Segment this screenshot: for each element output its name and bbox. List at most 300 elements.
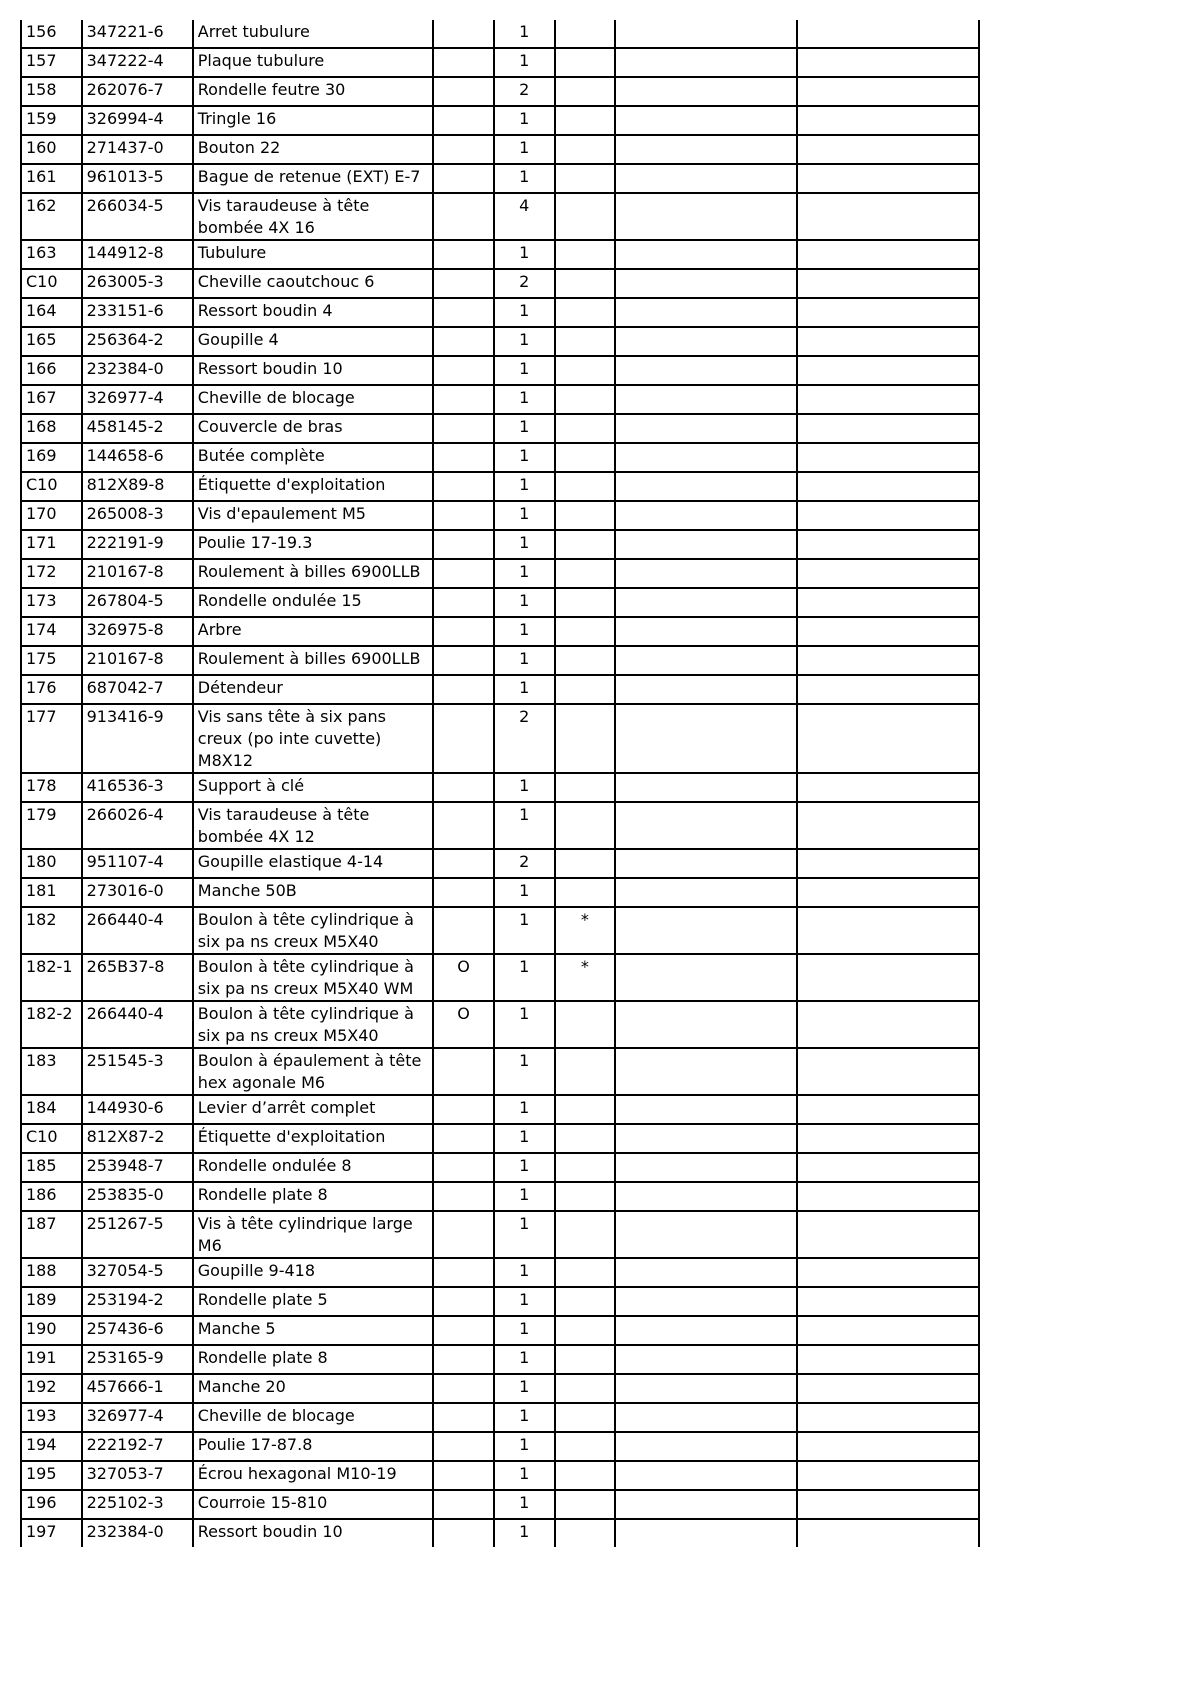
table-row bbox=[21, 1345, 979, 1374]
quantity-cell: 1 bbox=[494, 773, 555, 802]
option-cell bbox=[433, 907, 494, 954]
mark-cell bbox=[555, 559, 616, 588]
mark-cell bbox=[555, 773, 616, 802]
mark-cell bbox=[555, 443, 616, 472]
item-number-cell: 183 bbox=[21, 1048, 82, 1095]
note-cell-1 bbox=[615, 240, 797, 269]
description-cell: Cheville caoutchouc 6 bbox=[193, 269, 434, 298]
note-cell-1 bbox=[615, 802, 797, 849]
description-cell: Poulie 17-87.8 bbox=[193, 1432, 434, 1461]
note-cell-1 bbox=[615, 1490, 797, 1519]
note-cell-2 bbox=[797, 559, 979, 588]
option-cell bbox=[433, 1124, 494, 1153]
table-row bbox=[21, 269, 979, 298]
description-cell: Arbre bbox=[193, 617, 434, 646]
note-cell-2 bbox=[797, 414, 979, 443]
item-number-cell: 176 bbox=[21, 675, 82, 704]
table-row bbox=[21, 617, 979, 646]
option-cell bbox=[433, 356, 494, 385]
part-reference-cell: 812X87-2 bbox=[82, 1124, 193, 1153]
part-reference-cell: 266034-5 bbox=[82, 193, 193, 240]
description-cell: Cheville de blocage bbox=[193, 1403, 434, 1432]
note-cell-1 bbox=[615, 907, 797, 954]
quantity-cell: 4 bbox=[494, 193, 555, 240]
option-cell bbox=[433, 414, 494, 443]
quantity-cell: 1 bbox=[494, 20, 555, 48]
quantity-cell: 1 bbox=[494, 135, 555, 164]
mark-cell bbox=[555, 356, 616, 385]
item-number-cell: 156 bbox=[21, 20, 82, 48]
quantity-cell: 1 bbox=[494, 1048, 555, 1095]
description-cell: Étiquette d'exploitation bbox=[193, 472, 434, 501]
note-cell-1 bbox=[615, 1345, 797, 1374]
option-cell: O bbox=[433, 1001, 494, 1048]
item-number-cell: 186 bbox=[21, 1182, 82, 1211]
part-reference-cell: 687042-7 bbox=[82, 675, 193, 704]
description-cell: Manche 5 bbox=[193, 1316, 434, 1345]
option-cell bbox=[433, 1287, 494, 1316]
table-row bbox=[21, 414, 979, 443]
note-cell-2 bbox=[797, 298, 979, 327]
option-cell bbox=[433, 501, 494, 530]
option-cell bbox=[433, 1490, 494, 1519]
table-row bbox=[21, 773, 979, 802]
description-cell: Rondelle ondulée 8 bbox=[193, 1153, 434, 1182]
note-cell-2 bbox=[797, 1374, 979, 1403]
table-row bbox=[21, 501, 979, 530]
table-row bbox=[21, 1519, 979, 1547]
item-number-cell: 180 bbox=[21, 849, 82, 878]
quantity-cell: 2 bbox=[494, 269, 555, 298]
description-cell: Goupille 9-418 bbox=[193, 1258, 434, 1287]
item-number-cell: 162 bbox=[21, 193, 82, 240]
table-row bbox=[21, 20, 979, 48]
description-cell: Couvercle de bras bbox=[193, 414, 434, 443]
description-cell: Détendeur bbox=[193, 675, 434, 704]
note-cell-1 bbox=[615, 1374, 797, 1403]
part-reference-cell: 257436-6 bbox=[82, 1316, 193, 1345]
option-cell bbox=[433, 1258, 494, 1287]
part-reference-cell: 232384-0 bbox=[82, 1519, 193, 1547]
part-reference-cell: 326977-4 bbox=[82, 385, 193, 414]
table-row bbox=[21, 385, 979, 414]
item-number-cell: 184 bbox=[21, 1095, 82, 1124]
mark-cell bbox=[555, 193, 616, 240]
note-cell-2 bbox=[797, 1001, 979, 1048]
part-reference-cell: 144930-6 bbox=[82, 1095, 193, 1124]
description-cell: Boulon à tête cylindrique à six pa ns creux M5X40 bbox=[193, 1001, 434, 1048]
part-reference-cell: 327054-5 bbox=[82, 1258, 193, 1287]
option-cell bbox=[433, 164, 494, 193]
description-cell: Rondelle plate 8 bbox=[193, 1345, 434, 1374]
quantity-cell: 1 bbox=[494, 164, 555, 193]
quantity-cell: 1 bbox=[494, 588, 555, 617]
quantity-cell: 1 bbox=[494, 385, 555, 414]
note-cell-2 bbox=[797, 269, 979, 298]
table-row bbox=[21, 588, 979, 617]
option-cell bbox=[433, 704, 494, 773]
item-number-cell: 171 bbox=[21, 530, 82, 559]
option-cell bbox=[433, 1153, 494, 1182]
mark-cell bbox=[555, 240, 616, 269]
note-cell-2 bbox=[797, 1519, 979, 1547]
table-row bbox=[21, 1490, 979, 1519]
option-cell bbox=[433, 1345, 494, 1374]
note-cell-1 bbox=[615, 1211, 797, 1258]
description-cell: Vis à tête cylindrique large M6 bbox=[193, 1211, 434, 1258]
description-cell: Rondelle ondulée 15 bbox=[193, 588, 434, 617]
description-cell: Courroie 15-810 bbox=[193, 1490, 434, 1519]
option-cell bbox=[433, 617, 494, 646]
quantity-cell: 1 bbox=[494, 356, 555, 385]
item-number-cell: 191 bbox=[21, 1345, 82, 1374]
option-cell bbox=[433, 1048, 494, 1095]
quantity-cell: 1 bbox=[494, 327, 555, 356]
note-cell-2 bbox=[797, 1432, 979, 1461]
table-row bbox=[21, 327, 979, 356]
part-reference-cell: 262076-7 bbox=[82, 77, 193, 106]
note-cell-1 bbox=[615, 193, 797, 240]
item-number-cell: 168 bbox=[21, 414, 82, 443]
quantity-cell: 1 bbox=[494, 1001, 555, 1048]
table-row bbox=[21, 1182, 979, 1211]
table-row bbox=[21, 704, 979, 773]
item-number-cell: 182 bbox=[21, 907, 82, 954]
quantity-cell: 1 bbox=[494, 1519, 555, 1547]
mark-cell bbox=[555, 1258, 616, 1287]
description-cell: Goupille elastique 4-14 bbox=[193, 849, 434, 878]
description-cell: Ressort boudin 10 bbox=[193, 1519, 434, 1547]
description-cell: Bague de retenue (EXT) E-7 bbox=[193, 164, 434, 193]
table-row bbox=[21, 1316, 979, 1345]
note-cell-1 bbox=[615, 704, 797, 773]
note-cell-2 bbox=[797, 77, 979, 106]
quantity-cell: 1 bbox=[494, 240, 555, 269]
option-cell bbox=[433, 20, 494, 48]
note-cell-2 bbox=[797, 1403, 979, 1432]
note-cell-1 bbox=[615, 1048, 797, 1095]
option-cell bbox=[433, 106, 494, 135]
mark-cell bbox=[555, 1432, 616, 1461]
part-reference-cell: 326994-4 bbox=[82, 106, 193, 135]
note-cell-1 bbox=[615, 48, 797, 77]
table-row bbox=[21, 1461, 979, 1490]
note-cell-1 bbox=[615, 443, 797, 472]
option-cell bbox=[433, 135, 494, 164]
description-cell: Boulon à épaulement à tête hex agonale M6 bbox=[193, 1048, 434, 1095]
description-cell: Roulement à billes 6900LLB bbox=[193, 559, 434, 588]
quantity-cell: 1 bbox=[494, 646, 555, 675]
mark-cell bbox=[555, 1048, 616, 1095]
option-cell bbox=[433, 802, 494, 849]
item-number-cell: 167 bbox=[21, 385, 82, 414]
item-number-cell: 161 bbox=[21, 164, 82, 193]
description-cell: Ressort boudin 4 bbox=[193, 298, 434, 327]
part-reference-cell: 267804-5 bbox=[82, 588, 193, 617]
mark-cell bbox=[555, 1287, 616, 1316]
quantity-cell: 1 bbox=[494, 1211, 555, 1258]
description-cell: Goupille 4 bbox=[193, 327, 434, 356]
quantity-cell: 1 bbox=[494, 1182, 555, 1211]
quantity-cell: 1 bbox=[494, 1287, 555, 1316]
description-cell: Tubulure bbox=[193, 240, 434, 269]
option-cell bbox=[433, 240, 494, 269]
mark-cell bbox=[555, 849, 616, 878]
table-row bbox=[21, 1095, 979, 1124]
part-reference-cell: 256364-2 bbox=[82, 327, 193, 356]
option-cell bbox=[433, 849, 494, 878]
part-reference-cell: 961013-5 bbox=[82, 164, 193, 193]
mark-cell bbox=[555, 1345, 616, 1374]
note-cell-1 bbox=[615, 530, 797, 559]
note-cell-2 bbox=[797, 1182, 979, 1211]
note-cell-1 bbox=[615, 1258, 797, 1287]
description-cell: Rondelle plate 5 bbox=[193, 1287, 434, 1316]
mark-cell bbox=[555, 704, 616, 773]
note-cell-1 bbox=[615, 77, 797, 106]
note-cell-2 bbox=[797, 1048, 979, 1095]
part-reference-cell: 225102-3 bbox=[82, 1490, 193, 1519]
quantity-cell: 1 bbox=[494, 414, 555, 443]
note-cell-1 bbox=[615, 1182, 797, 1211]
note-cell-1 bbox=[615, 106, 797, 135]
mark-cell bbox=[555, 1490, 616, 1519]
parts-table bbox=[20, 20, 980, 1547]
part-reference-cell: 812X89-8 bbox=[82, 472, 193, 501]
table-row bbox=[21, 164, 979, 193]
table-row bbox=[21, 646, 979, 675]
mark-cell bbox=[555, 1316, 616, 1345]
item-number-cell: C10 bbox=[21, 472, 82, 501]
parts-list-page bbox=[20, 20, 980, 1547]
note-cell-1 bbox=[615, 849, 797, 878]
option-cell bbox=[433, 1211, 494, 1258]
note-cell-1 bbox=[615, 327, 797, 356]
note-cell-2 bbox=[797, 954, 979, 1001]
table-row bbox=[21, 1432, 979, 1461]
part-reference-cell: 210167-8 bbox=[82, 559, 193, 588]
mark-cell bbox=[555, 1519, 616, 1547]
option-cell bbox=[433, 193, 494, 240]
note-cell-1 bbox=[615, 385, 797, 414]
mark-cell bbox=[555, 327, 616, 356]
mark-cell bbox=[555, 48, 616, 77]
description-cell: Manche 20 bbox=[193, 1374, 434, 1403]
mark-cell: * bbox=[555, 907, 616, 954]
note-cell-1 bbox=[615, 878, 797, 907]
mark-cell bbox=[555, 472, 616, 501]
part-reference-cell: 210167-8 bbox=[82, 646, 193, 675]
note-cell-2 bbox=[797, 1316, 979, 1345]
item-number-cell: 165 bbox=[21, 327, 82, 356]
mark-cell bbox=[555, 1374, 616, 1403]
note-cell-2 bbox=[797, 164, 979, 193]
part-reference-cell: 347221-6 bbox=[82, 20, 193, 48]
option-cell bbox=[433, 1432, 494, 1461]
mark-cell bbox=[555, 1182, 616, 1211]
note-cell-2 bbox=[797, 356, 979, 385]
note-cell-2 bbox=[797, 1490, 979, 1519]
note-cell-1 bbox=[615, 1287, 797, 1316]
item-number-cell: 175 bbox=[21, 646, 82, 675]
quantity-cell: 1 bbox=[494, 675, 555, 704]
part-reference-cell: 222191-9 bbox=[82, 530, 193, 559]
note-cell-1 bbox=[615, 298, 797, 327]
description-cell: Bouton 22 bbox=[193, 135, 434, 164]
note-cell-2 bbox=[797, 878, 979, 907]
quantity-cell: 1 bbox=[494, 443, 555, 472]
quantity-cell: 1 bbox=[494, 530, 555, 559]
mark-cell bbox=[555, 1001, 616, 1048]
table-row bbox=[21, 530, 979, 559]
note-cell-1 bbox=[615, 617, 797, 646]
table-row bbox=[21, 1403, 979, 1432]
note-cell-1 bbox=[615, 472, 797, 501]
quantity-cell: 1 bbox=[494, 1316, 555, 1345]
table-row bbox=[21, 443, 979, 472]
mark-cell bbox=[555, 588, 616, 617]
table-row bbox=[21, 1258, 979, 1287]
table-row bbox=[21, 77, 979, 106]
option-cell bbox=[433, 1403, 494, 1432]
item-number-cell: 179 bbox=[21, 802, 82, 849]
part-reference-cell: 951107-4 bbox=[82, 849, 193, 878]
table-row bbox=[21, 1153, 979, 1182]
item-number-cell: 174 bbox=[21, 617, 82, 646]
option-cell bbox=[433, 588, 494, 617]
quantity-cell: 1 bbox=[494, 954, 555, 1001]
part-reference-cell: 457666-1 bbox=[82, 1374, 193, 1403]
mark-cell bbox=[555, 135, 616, 164]
item-number-cell: 170 bbox=[21, 501, 82, 530]
note-cell-2 bbox=[797, 1211, 979, 1258]
item-number-cell: 178 bbox=[21, 773, 82, 802]
item-number-cell: 197 bbox=[21, 1519, 82, 1547]
description-cell: Boulon à tête cylindrique à six pa ns creux M5X40 bbox=[193, 907, 434, 954]
note-cell-1 bbox=[615, 1519, 797, 1547]
note-cell-2 bbox=[797, 385, 979, 414]
part-reference-cell: 266440-4 bbox=[82, 907, 193, 954]
quantity-cell: 1 bbox=[494, 1461, 555, 1490]
option-cell bbox=[433, 1182, 494, 1211]
part-reference-cell: 263005-3 bbox=[82, 269, 193, 298]
note-cell-1 bbox=[615, 501, 797, 530]
note-cell-1 bbox=[615, 269, 797, 298]
item-number-cell: 185 bbox=[21, 1153, 82, 1182]
quantity-cell: 1 bbox=[494, 106, 555, 135]
mark-cell bbox=[555, 878, 616, 907]
part-reference-cell: 253194-2 bbox=[82, 1287, 193, 1316]
quantity-cell: 1 bbox=[494, 1095, 555, 1124]
item-number-cell: 173 bbox=[21, 588, 82, 617]
item-number-cell: 188 bbox=[21, 1258, 82, 1287]
parts-table-body bbox=[21, 20, 979, 1547]
mark-cell bbox=[555, 20, 616, 48]
description-cell: Vis sans tête à six pans creux (po inte cuvette) M8X12 bbox=[193, 704, 434, 773]
note-cell-2 bbox=[797, 1124, 979, 1153]
table-row bbox=[21, 675, 979, 704]
quantity-cell: 1 bbox=[494, 48, 555, 77]
note-cell-2 bbox=[797, 193, 979, 240]
option-cell bbox=[433, 327, 494, 356]
mark-cell bbox=[555, 414, 616, 443]
mark-cell bbox=[555, 1461, 616, 1490]
option-cell bbox=[433, 675, 494, 704]
note-cell-1 bbox=[615, 773, 797, 802]
part-reference-cell: 271437-0 bbox=[82, 135, 193, 164]
quantity-cell: 1 bbox=[494, 472, 555, 501]
part-reference-cell: 253835-0 bbox=[82, 1182, 193, 1211]
note-cell-1 bbox=[615, 675, 797, 704]
note-cell-2 bbox=[797, 501, 979, 530]
part-reference-cell: 265008-3 bbox=[82, 501, 193, 530]
item-number-cell: 194 bbox=[21, 1432, 82, 1461]
quantity-cell: 1 bbox=[494, 802, 555, 849]
description-cell: Arret tubulure bbox=[193, 20, 434, 48]
part-reference-cell: 327053-7 bbox=[82, 1461, 193, 1490]
option-cell bbox=[433, 385, 494, 414]
note-cell-1 bbox=[615, 1001, 797, 1048]
table-row bbox=[21, 802, 979, 849]
item-number-cell: 159 bbox=[21, 106, 82, 135]
note-cell-1 bbox=[615, 20, 797, 48]
mark-cell: * bbox=[555, 954, 616, 1001]
note-cell-2 bbox=[797, 1095, 979, 1124]
mark-cell bbox=[555, 164, 616, 193]
table-row bbox=[21, 135, 979, 164]
quantity-cell: 1 bbox=[494, 1403, 555, 1432]
mark-cell bbox=[555, 1211, 616, 1258]
note-cell-1 bbox=[615, 135, 797, 164]
note-cell-2 bbox=[797, 907, 979, 954]
mark-cell bbox=[555, 1403, 616, 1432]
option-cell bbox=[433, 1374, 494, 1403]
option-cell bbox=[433, 443, 494, 472]
table-row bbox=[21, 878, 979, 907]
item-number-cell: 160 bbox=[21, 135, 82, 164]
part-reference-cell: 251267-5 bbox=[82, 1211, 193, 1258]
note-cell-2 bbox=[797, 849, 979, 878]
quantity-cell: 1 bbox=[494, 617, 555, 646]
part-reference-cell: 144658-6 bbox=[82, 443, 193, 472]
part-reference-cell: 913416-9 bbox=[82, 704, 193, 773]
description-cell: Poulie 17-19.3 bbox=[193, 530, 434, 559]
note-cell-1 bbox=[615, 164, 797, 193]
description-cell: Levier d’arrêt complet bbox=[193, 1095, 434, 1124]
item-number-cell: 181 bbox=[21, 878, 82, 907]
description-cell: Écrou hexagonal M10-19 bbox=[193, 1461, 434, 1490]
mark-cell bbox=[555, 802, 616, 849]
part-reference-cell: 251545-3 bbox=[82, 1048, 193, 1095]
part-reference-cell: 266440-4 bbox=[82, 1001, 193, 1048]
note-cell-2 bbox=[797, 1287, 979, 1316]
part-reference-cell: 273016-0 bbox=[82, 878, 193, 907]
quantity-cell: 1 bbox=[494, 1153, 555, 1182]
item-number-cell: 189 bbox=[21, 1287, 82, 1316]
description-cell: Boulon à tête cylindrique à six pa ns creux M5X40 WM bbox=[193, 954, 434, 1001]
quantity-cell: 2 bbox=[494, 849, 555, 878]
description-cell: Étiquette d'exploitation bbox=[193, 1124, 434, 1153]
quantity-cell: 1 bbox=[494, 907, 555, 954]
note-cell-2 bbox=[797, 472, 979, 501]
item-number-cell: 190 bbox=[21, 1316, 82, 1345]
quantity-cell: 1 bbox=[494, 1345, 555, 1374]
description-cell: Vis d'epaulement M5 bbox=[193, 501, 434, 530]
quantity-cell: 1 bbox=[494, 501, 555, 530]
table-row bbox=[21, 106, 979, 135]
table-row bbox=[21, 1124, 979, 1153]
item-number-cell: 192 bbox=[21, 1374, 82, 1403]
